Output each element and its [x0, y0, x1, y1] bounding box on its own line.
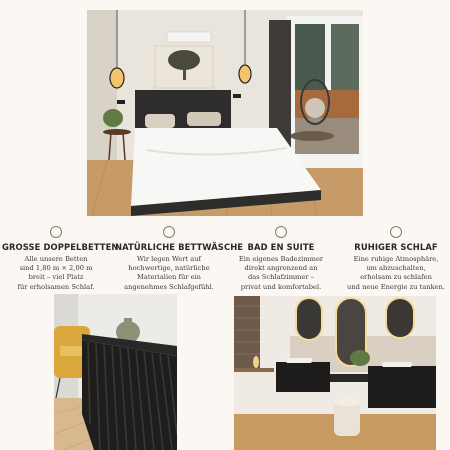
- description-line: Ein eigenes Badezimmer: [238, 255, 324, 263]
- feature-description: [227, 255, 335, 292]
- bedroom-photo: [87, 10, 363, 216]
- feature-title: RUHIGER SCHLAF: [354, 242, 438, 252]
- description-line: sind 1,80 m × 2,00 m: [19, 264, 93, 273]
- feature-title: NATÜRLICHE BETTWÄSCHE: [115, 242, 244, 252]
- description-line: Alle unsere Betten: [24, 255, 88, 263]
- description-line: Materialien für ein: [137, 273, 201, 282]
- description-line: und neue Energie zu tanken.: [347, 282, 445, 291]
- feature-description: [115, 255, 223, 292]
- feature-large-beds: [2, 226, 119, 292]
- dresser-photo: [54, 294, 177, 450]
- description-line: breit – viel Platz: [28, 273, 84, 282]
- feature-description: [2, 255, 110, 292]
- feature-description: [342, 255, 450, 292]
- circle-icon: [390, 226, 402, 238]
- description-line: Wir legen Wert auf: [136, 255, 202, 263]
- description-line: privat und komfortabel.: [240, 282, 322, 291]
- circle-icon: [163, 226, 175, 238]
- feature-en-suite-bath: [227, 226, 335, 292]
- description-line: angenehmes Schlafgefühl.: [124, 282, 214, 291]
- description-line: für erholsamen Schlaf.: [17, 282, 95, 291]
- bathroom-photo: [234, 296, 436, 450]
- description-line: erholsam zu schlafen: [360, 273, 432, 282]
- description-line: Eine ruhige Atmosphäre,: [353, 255, 439, 263]
- description-line: um abzuschalten,: [366, 264, 426, 273]
- feature-title: GROSSE DOPPELBETTEN: [2, 242, 119, 252]
- description-line: das Schlafzimmer –: [247, 273, 315, 282]
- circle-icon: [50, 226, 62, 238]
- circle-icon: [275, 226, 287, 238]
- feature-title: BAD EN SUITE: [247, 242, 315, 252]
- feature-quiet-sleep: [342, 226, 450, 292]
- feature-natural-linen: [115, 226, 244, 292]
- description-line: direkt angrenzend an: [244, 264, 318, 273]
- description-line: hochwertige, natürliche: [128, 264, 210, 273]
